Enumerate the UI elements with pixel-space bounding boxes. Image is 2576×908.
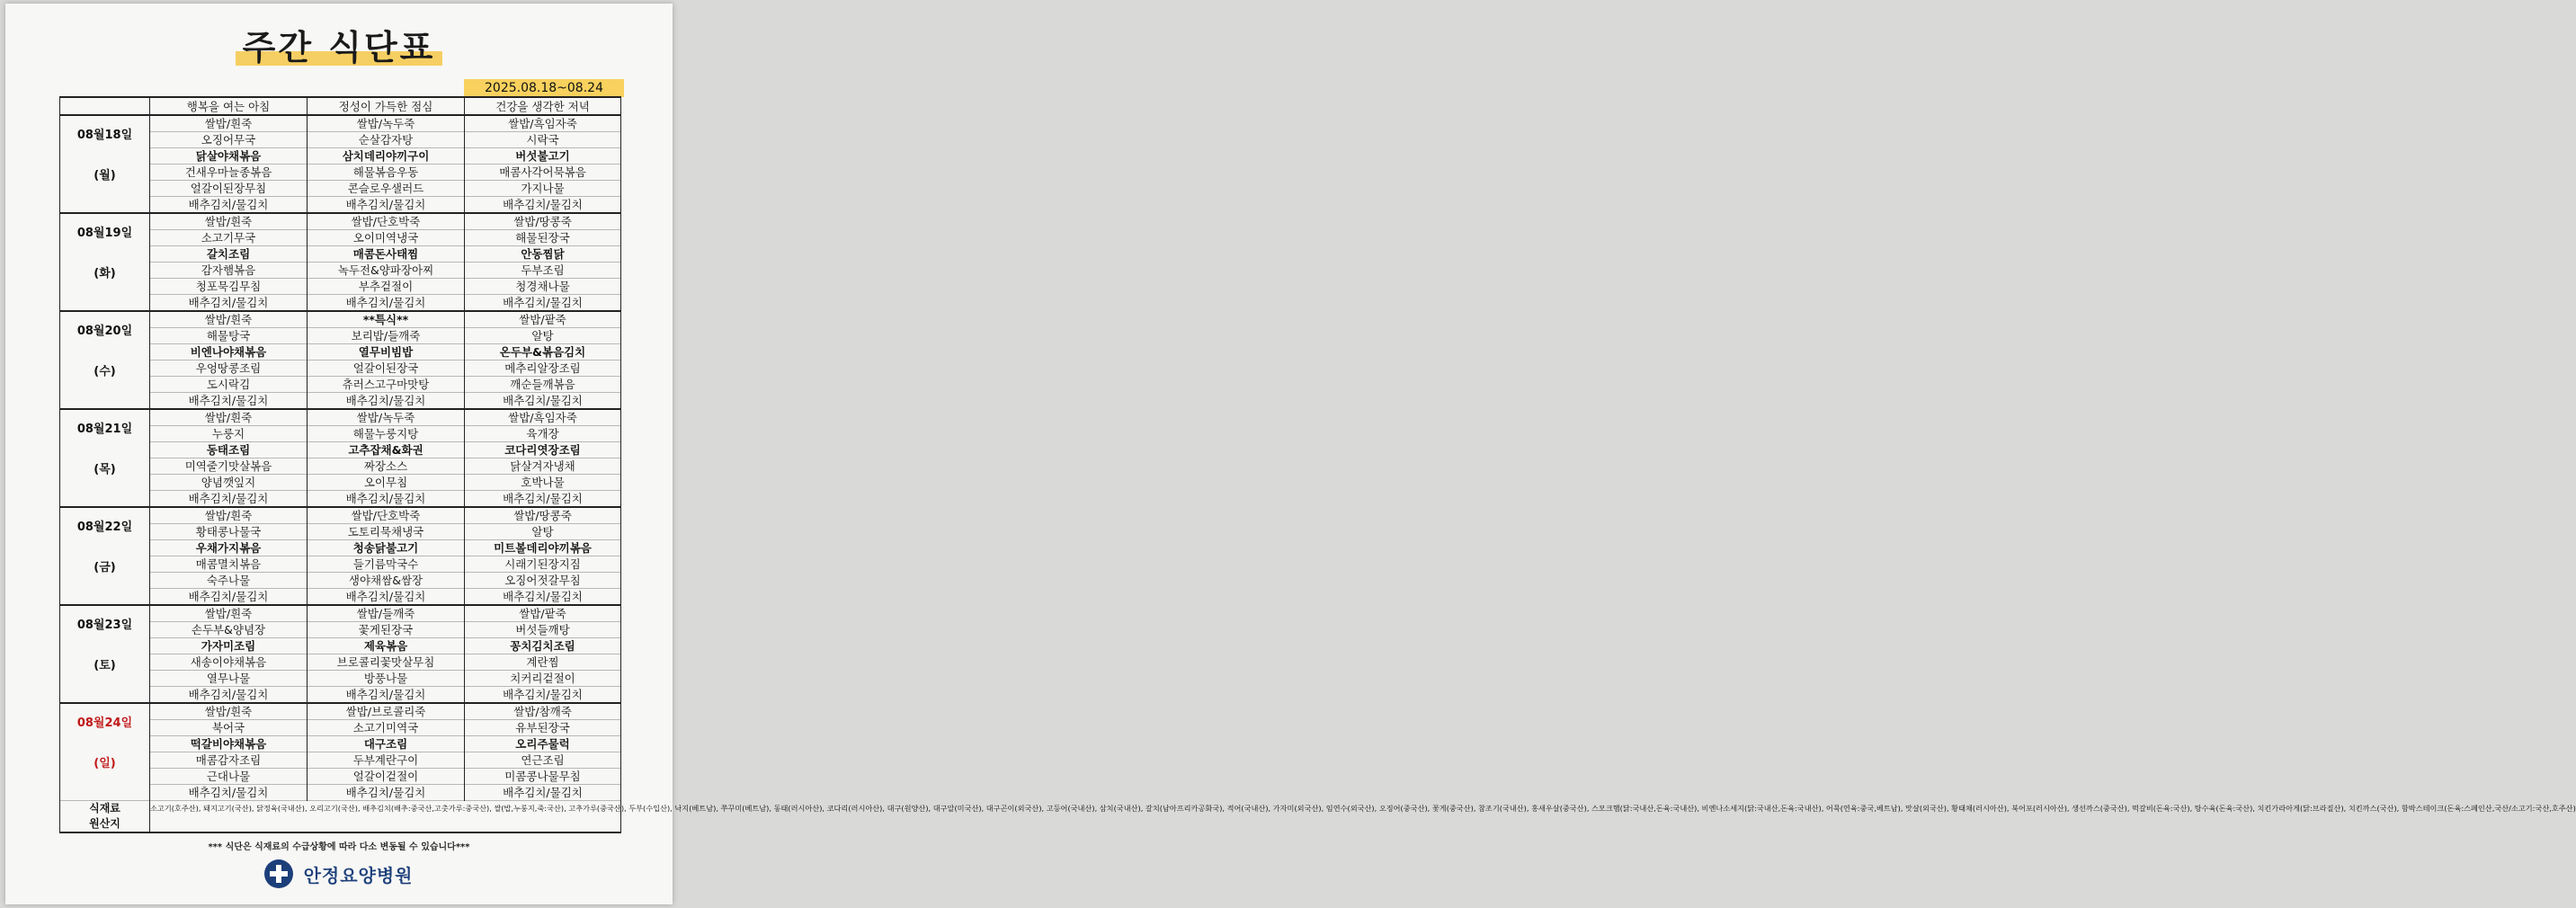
menu-item: 우채가지볶음: [150, 540, 308, 556]
menu-item: 배추김치/물김치: [465, 295, 621, 312]
day-cell: [60, 605, 150, 703]
menu-item: 닭살야채볶음: [150, 148, 308, 165]
menu-item: 쌀밥/들깨죽: [308, 605, 465, 622]
menu-item: 쌀밥/흑임자죽: [465, 115, 621, 132]
menu-item: 도토리묵채냉국: [308, 524, 465, 540]
menu-row: [60, 213, 621, 230]
day-weekday: (월): [94, 168, 116, 182]
menu-item: 근대나물: [150, 769, 308, 785]
notice-text: *** 식단은 식재료의 수급상황에 따라 다소 변동될 수 있습니다***: [208, 842, 470, 852]
menu-item: 배추김치/물김치: [150, 295, 308, 312]
menu-item: 배추김치/물김치: [465, 589, 621, 606]
menu-item: 버섯불고기: [465, 148, 621, 165]
menu-item: 매콤멸치볶음: [150, 556, 308, 573]
menu-item: 시락국: [465, 132, 621, 148]
origin-row: [60, 801, 621, 833]
header-lunch: 정성이 가득한 점심: [308, 97, 465, 115]
menu-item: 쌀밥/단호박죽: [308, 507, 465, 524]
menu-item: 건새우마늘종볶음: [150, 165, 308, 181]
menu-item: 쌀밥/흰죽: [150, 703, 308, 720]
day-weekday: (금): [94, 560, 116, 574]
menu-item: 배추김치/물김치: [150, 197, 308, 214]
menu-item: 해물누룽지탕: [308, 426, 465, 442]
menu-item: 열무비빔밥: [308, 344, 465, 361]
menu-item: 쌀밥/흰죽: [150, 213, 308, 230]
menu-item: 꽁치김치조림: [465, 638, 621, 654]
menu-item: 쌀밥/땅콩죽: [465, 213, 621, 230]
menu-item: 알탕: [465, 524, 621, 540]
day-cell: [60, 213, 150, 311]
menu-item: 꽃게된장국: [308, 622, 465, 638]
menu-item: 쌀밥/단호박죽: [308, 213, 465, 230]
menu-item: 동태조림: [150, 442, 308, 458]
menu-item: 고추잡채&화권: [308, 442, 465, 458]
menu-item: 온두부&볶음김치: [465, 344, 621, 361]
menu-item: 츄러스고구마맛탕: [308, 377, 465, 393]
menu-item: 매콤사각어묵볶음: [465, 165, 621, 181]
menu-row: [60, 409, 621, 426]
menu-item: 배추김치/물김치: [308, 687, 465, 704]
header-day: [60, 97, 150, 115]
hospital-name: 안정요양병원: [303, 864, 414, 886]
menu-item: 열무나물: [150, 671, 308, 687]
menu-item: 미콤콩나물무침: [465, 769, 621, 785]
menu-item: 닭살겨자냉채: [465, 458, 621, 475]
menu-item: 양념깻잎지: [150, 475, 308, 491]
menu-item: 메추리알장조림: [465, 361, 621, 377]
weekly-menu-table: [59, 96, 2576, 833]
menu-item: 방풍나물: [308, 671, 465, 687]
menu-item: 오리주물럭: [465, 736, 621, 752]
day-cell: [60, 507, 150, 605]
menu-item: 부추겉절이: [308, 279, 465, 295]
menu-item: 청송닭불고기: [308, 540, 465, 556]
menu-item: 배추김치/물김치: [150, 785, 308, 801]
title-area: [0, 20, 678, 69]
menu-item: 생야채쌈&쌈장: [308, 573, 465, 589]
menu-item: 북어국: [150, 720, 308, 736]
medical-cross-icon: [264, 859, 293, 888]
menu-item: 쌀밥/팥죽: [465, 311, 621, 328]
date-range: 2025.08.18~08.24: [464, 79, 624, 97]
menu-item: 배추김치/물김치: [308, 785, 465, 801]
menu-item: 시래기된장지짐: [465, 556, 621, 573]
menu-item: 비엔나야채볶음: [150, 344, 308, 361]
menu-item: 얼갈이된장무침: [150, 181, 308, 197]
menu-row: [60, 311, 621, 328]
day-cell: [60, 311, 150, 409]
day-date: 08월18일: [76, 128, 133, 142]
menu-item: 쌀밥/녹두죽: [308, 409, 465, 426]
menu-item: 쌀밥/흰죽: [150, 605, 308, 622]
menu-item: 청경채나물: [465, 279, 621, 295]
menu-item: 코다리엿장조림: [465, 442, 621, 458]
menu-item: 배추김치/물김치: [150, 687, 308, 704]
menu-item: 대구조림: [308, 736, 465, 752]
menu-item: 배추김치/물김치: [465, 785, 621, 801]
menu-item: 새송이야채볶음: [150, 654, 308, 671]
menu-item: 갈치조림: [150, 246, 308, 263]
menu-item: 배추김치/물김치: [308, 589, 465, 606]
menu-item: 매콤돈사태찜: [308, 246, 465, 263]
menu-item: 들기름막국수: [308, 556, 465, 573]
menu-item: 버섯들깨탕: [465, 622, 621, 638]
day-cell: [60, 703, 150, 801]
day-date: 08월21일: [76, 422, 133, 436]
menu-item: 쌀밥/땅콩죽: [465, 507, 621, 524]
menu-item: 연근조림: [465, 752, 621, 769]
menu-item: 계란찜: [465, 654, 621, 671]
menu-item: 해물된장국: [465, 230, 621, 246]
menu-item: 육개장: [465, 426, 621, 442]
menu-item: 안동찜닭: [465, 246, 621, 263]
origin-text: 소고기(호주산), 돼지고기(국산), 닭정육(국내산), 오리고기(국산), 배추김치(배추:중국산,고춧가루:중국산), 쌀(밥,누룽지,죽:국산), 고추가루(중국산), 두부(수입산), 낙지(베트남), 쭈꾸미(베트남), 동태(러시아산), 코다리(러시아산), 대구(원양산), 대구알(미국산), 대구곤이(외국산), 고등어(국내산), 삼치(국내산), 갈치(남아프리카공화국), 적어(국내산), 가자미(외국산), 임연수(외국산), 오징어(중국산), 꽃게(중국산), 참조기(국내산), 홍새우살(중국산), 스모크햄(닭:국내산,돈육:국내산), 비엔나소세지(닭:국내산,돈육:국내산), 어묵(연육:중국,베트남), 맛살(외국산), 황태채(러시아산), 북어포(러시아산), 생선까스(중국산), 떡갈비(돈육:국산), 탕수육(돈육:국산), 치킨가라아게(닭:브라질산), 치킨까스(국산), 함박스테이크(돈육:스페인산,국산/소고기:국산,호주산): [150, 801, 621, 833]
menu-item: 순살감자탕: [308, 132, 465, 148]
menu-item: **특식**: [308, 311, 465, 328]
hospital-footer: [0, 859, 678, 888]
menu-item: 숙주나물: [150, 573, 308, 589]
menu-item: 미역줄기맛살볶음: [150, 458, 308, 475]
day-date: 08월19일: [76, 226, 133, 240]
origin-label: 식재료 원산지: [60, 801, 150, 833]
menu-item: 쌀밥/흰죽: [150, 115, 308, 132]
header-breakfast: 행복을 여는 아침: [150, 97, 308, 115]
menu-item: 감자햄볶음: [150, 263, 308, 279]
menu-item: 오징어젓갈무침: [465, 573, 621, 589]
menu-item: 누룽지: [150, 426, 308, 442]
menu-item: 녹두전&양파장아찌: [308, 263, 465, 279]
menu-item: 해물탕국: [150, 328, 308, 344]
menu-item: 오이미역냉국: [308, 230, 465, 246]
menu-item: 알탕: [465, 328, 621, 344]
menu-item: 배추김치/물김치: [308, 393, 465, 410]
menu-row: [60, 703, 621, 720]
day-cell: [60, 115, 150, 213]
header-dinner: 건강을 생각한 저녁: [465, 97, 621, 115]
menu-item: 배추김치/물김치: [150, 393, 308, 410]
menu-row: [60, 507, 621, 524]
menu-item: 브로콜리꽃맛살무침: [308, 654, 465, 671]
menu-item: 소고기미역국: [308, 720, 465, 736]
menu-item: 치커리겉절이: [465, 671, 621, 687]
menu-item: 쌀밥/흰죽: [150, 311, 308, 328]
menu-item: 쌀밥/브로콜리죽: [308, 703, 465, 720]
day-weekday: (일): [94, 756, 116, 770]
menu-row: [60, 115, 621, 132]
menu-item: 오징어무국: [150, 132, 308, 148]
menu-item: 삼치데리야끼구이: [308, 148, 465, 165]
menu-item: 배추김치/물김치: [150, 589, 308, 606]
menu-item: 얼갈이겉절이: [308, 769, 465, 785]
menu-item: 배추김치/물김치: [465, 393, 621, 410]
menu-item: 황태콩나물국: [150, 524, 308, 540]
menu-item: 두부조림: [465, 263, 621, 279]
menu-item: 쌀밥/팥죽: [465, 605, 621, 622]
day-weekday: (수): [94, 364, 116, 378]
menu-item: 가지나물: [465, 181, 621, 197]
menu-item: 쌀밥/흑임자죽: [465, 409, 621, 426]
menu-item: 쌀밥/녹두죽: [308, 115, 465, 132]
menu-item: 배추김치/물김치: [308, 295, 465, 312]
menu-item: 소고기무국: [150, 230, 308, 246]
menu-item: 배추김치/물김치: [465, 491, 621, 508]
menu-item: 두부계란구이: [308, 752, 465, 769]
menu-row: [60, 605, 621, 622]
menu-item: 손두부&양념장: [150, 622, 308, 638]
menu-item: 콘슬로우샐러드: [308, 181, 465, 197]
day-weekday: (화): [94, 266, 116, 280]
table-header-row: [60, 97, 621, 115]
day-weekday: (목): [94, 462, 116, 476]
menu-item: 배추김치/물김치: [465, 197, 621, 214]
day-weekday: (토): [94, 658, 116, 672]
menu-item: 해물볶음우동: [308, 165, 465, 181]
menu-item: 가자미조림: [150, 638, 308, 654]
page-title: 주간 식단표: [236, 20, 443, 69]
day-date: 08월22일: [76, 520, 133, 534]
menu-item: 청포묵김무침: [150, 279, 308, 295]
menu-item: 배추김치/물김치: [465, 687, 621, 704]
menu-item: 얼갈이된장국: [308, 361, 465, 377]
menu-item: 쌀밥/흰죽: [150, 507, 308, 524]
menu-item: 매콤감자조림: [150, 752, 308, 769]
day-date: 08월24일: [76, 716, 133, 730]
menu-item: 유부된장국: [465, 720, 621, 736]
day-date: 08월23일: [76, 618, 133, 632]
menu-item: 깨순들깨볶음: [465, 377, 621, 393]
menu-item: 배추김치/물김치: [308, 197, 465, 214]
menu-item: 쌀밥/흰죽: [150, 409, 308, 426]
menu-item: 쌀밥/참깨죽: [465, 703, 621, 720]
menu-item: 배추김치/물김치: [308, 491, 465, 508]
day-date: 08월20일: [76, 324, 133, 338]
menu-item: 보리밥/들깨죽: [308, 328, 465, 344]
menu-item: 미트볼데리야끼볶음: [465, 540, 621, 556]
menu-item: 호박나물: [465, 475, 621, 491]
menu-item: 배추김치/물김치: [150, 491, 308, 508]
menu-item: 짜장소스: [308, 458, 465, 475]
menu-item: 우엉땅콩조림: [150, 361, 308, 377]
menu-item: 제육볶음: [308, 638, 465, 654]
menu-item: 떡갈비야채볶음: [150, 736, 308, 752]
menu-item: 도시락김: [150, 377, 308, 393]
menu-item: 오이무침: [308, 475, 465, 491]
day-cell: [60, 409, 150, 507]
